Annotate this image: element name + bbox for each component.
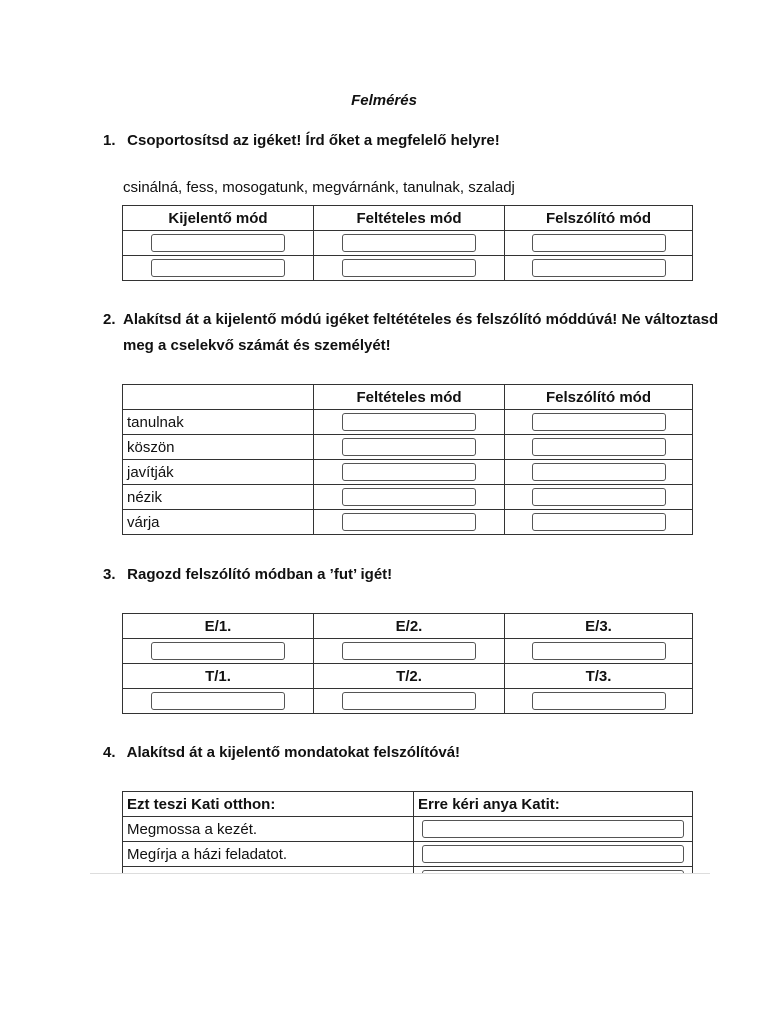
answer-input[interactable] [151, 234, 285, 252]
answer-input[interactable] [342, 234, 476, 252]
header-cell: Felszólító mód [505, 385, 693, 410]
question-text: Alakítsd át a kijelentő módú igéket feltétételes és felszólító móddúvá! Ne változtasd [123, 311, 719, 328]
answer-input[interactable] [532, 692, 666, 710]
question-text-line2: meg a cselekvő számát és személyét! [123, 337, 391, 354]
header-cell: T/3. [505, 664, 693, 689]
answer-input[interactable] [532, 234, 666, 252]
row-label: várja [123, 510, 314, 535]
answer-input[interactable] [422, 820, 684, 838]
row-label: javítják [123, 460, 314, 485]
header-cell: Kijelentő mód [123, 206, 314, 231]
question-number: 4. [103, 744, 116, 761]
answer-input[interactable] [342, 692, 476, 710]
question-1 [103, 128, 500, 154]
header-cell: E/2. [314, 614, 505, 639]
answer-input[interactable] [532, 463, 666, 481]
header-cell: T/1. [123, 664, 314, 689]
row-label: köszön [123, 435, 314, 460]
answer-input[interactable] [342, 259, 476, 277]
page-title: Felmérés [351, 92, 417, 109]
sentence-cell: Megmossa a kezét. [123, 817, 414, 842]
header-cell [123, 385, 314, 410]
row-label: nézik [123, 485, 314, 510]
answer-input[interactable] [151, 692, 285, 710]
answer-input[interactable] [342, 513, 476, 531]
header-cell: E/1. [123, 614, 314, 639]
question-3 [103, 562, 392, 588]
sentence-cell: Megírja a házi feladatot. [123, 842, 414, 867]
question-text: Ragozd felszólító módban a ’fut’ igét! [127, 566, 393, 583]
question-4 [103, 740, 460, 766]
word-list: csinálná, fess, mosogatunk, megvárnánk, tanulnak, szaladj [123, 179, 515, 196]
header-cell: E/3. [505, 614, 693, 639]
answer-input[interactable] [532, 413, 666, 431]
page-cutoff [90, 873, 710, 1025]
question-number: 3. [103, 566, 116, 583]
answer-input[interactable] [151, 642, 285, 660]
row-label: tanulnak [123, 410, 314, 435]
answer-input[interactable] [422, 845, 684, 863]
q3-table [122, 613, 693, 714]
q1-table [122, 205, 693, 281]
answer-input[interactable] [532, 642, 666, 660]
answer-input[interactable] [342, 488, 476, 506]
header-cell: T/2. [314, 664, 505, 689]
answer-input[interactable] [532, 488, 666, 506]
question-text: Csoportosítsd az igéket! Írd őket a megfelelő helyre! [127, 132, 500, 149]
question-text: Alakítsd át a kijelentő mondatokat felszólítóvá! [126, 744, 461, 761]
question-2 [103, 307, 718, 359]
answer-input[interactable] [532, 513, 666, 531]
question-number: 2. [103, 311, 116, 328]
header-cell: Ezt teszi Kati otthon: [123, 792, 414, 817]
header-cell: Felszólító mód [505, 206, 693, 231]
header-cell: Feltételes mód [314, 206, 505, 231]
answer-input[interactable] [342, 642, 476, 660]
header-cell: Feltételes mód [314, 385, 505, 410]
question-number: 1. [103, 132, 116, 149]
q2-table [122, 384, 693, 535]
answer-input[interactable] [532, 438, 666, 456]
header-cell: Erre kéri anya Katit: [414, 792, 693, 817]
answer-input[interactable] [342, 463, 476, 481]
answer-input[interactable] [532, 259, 666, 277]
answer-input[interactable] [342, 413, 476, 431]
answer-input[interactable] [342, 438, 476, 456]
answer-input[interactable] [151, 259, 285, 277]
